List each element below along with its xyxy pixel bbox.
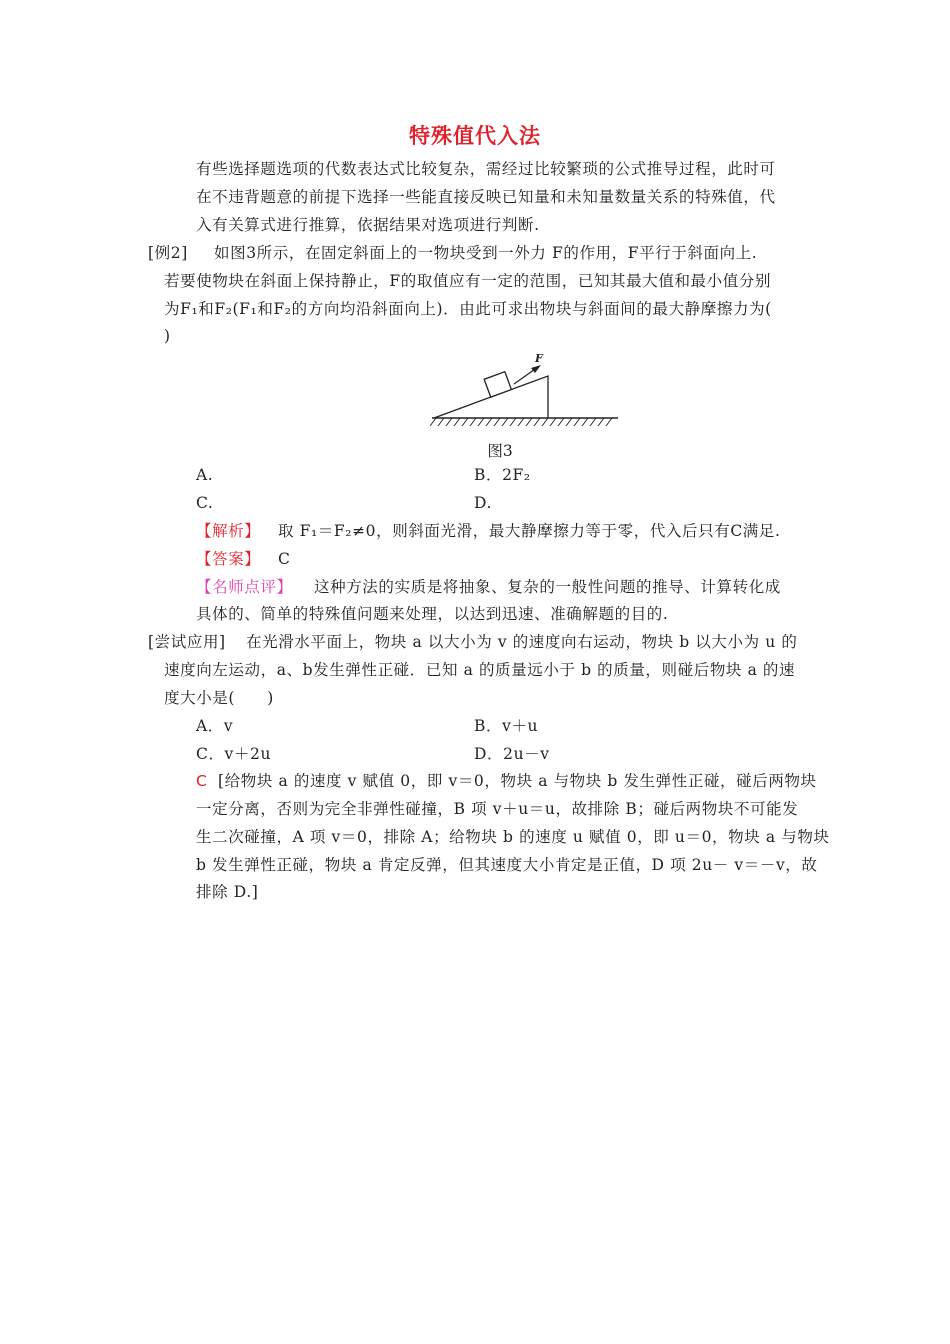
answer-text: C bbox=[278, 550, 291, 568]
ground-hatching bbox=[430, 418, 612, 426]
practice-tag: [尝试应用] bbox=[148, 633, 226, 651]
example-option-d: D. bbox=[474, 494, 493, 512]
intro-line-3: 入有关算式进行推算，依据结果对选项进行判断. bbox=[196, 216, 540, 234]
example-option-c: C. bbox=[196, 494, 214, 512]
practice-option-c: C．v＋2u bbox=[196, 745, 272, 763]
block bbox=[484, 372, 511, 397]
solution-line-4: b 发生弹性正碰，物块 a 肯定反弹，但其速度大小肯定是正值，D 项 2u－ v＝－v，故 bbox=[196, 856, 818, 874]
incline-figure bbox=[430, 350, 620, 430]
example-line-3: 为F₁和F₂(F₁和F₂的方向均沿斜面向上)．由此可求出物块与斜面间的最大静摩擦力为( bbox=[164, 300, 772, 318]
intro-line-2: 在不违背题意的前提下选择一些能直接反映已知量和未知量数量关系的特殊值，代 bbox=[196, 188, 776, 206]
example-tag: [例2] bbox=[148, 244, 188, 262]
analysis-text: 取 F₁＝F₂≠0，则斜面光滑，最大静摩擦力等于零，代入后只有C满足. bbox=[278, 522, 781, 540]
solution-letter: C bbox=[196, 772, 208, 790]
page-title: 特殊值代入法 bbox=[409, 124, 541, 148]
solution-line-2: 一定分离，否则为完全非弹性碰撞，B 项 v＋u＝u，故排除 B；碰后两物块不可能发 bbox=[196, 800, 799, 818]
solution-line-1: [给物块 a 的速度 v 赋值 0，即 v＝0，物块 a 与物块 b 发生弹性正碰，碰后两物块 bbox=[218, 772, 817, 790]
example-line-1: 如图3所示，在固定斜面上的一物块受到一外力 F的作用，F平行于斜面向上. bbox=[214, 244, 758, 262]
example-option-a: A. bbox=[196, 466, 214, 484]
force-arrow-head bbox=[531, 365, 541, 373]
example-option-b: B．2F₂ bbox=[474, 466, 531, 484]
practice-line-2: 速度向左运动，a、b发生弹性正碰．已知 a 的质量远小于 b 的质量，则碰后物块 a 的速 bbox=[164, 661, 796, 679]
comment-tag: 【名师点评】 bbox=[196, 578, 293, 596]
comment-line-2: 具体的、简单的特殊值问题来处理，以达到迅速、准确解题的目的. bbox=[196, 605, 669, 623]
solution-line-3: 生二次碰撞，A 项 v＝0，排除 A；给物块 b 的速度 u 赋值 0，即 u＝0，物块 a 与物块 bbox=[196, 828, 830, 846]
example-line-2: 若要使物块在斜面上保持静止，F的取值应有一定的范围，已知其最大值和最小值分别 bbox=[164, 272, 772, 290]
comment-line-1: 这种方法的实质是将抽象、复杂的一般性问题的推导、计算转化成 bbox=[314, 578, 781, 596]
intro-line-1: 有些选择题选项的代数表达式比较复杂，需经过比较繁琐的公式推导过程，此时可 bbox=[196, 160, 776, 178]
answer-tag: 【答案】 bbox=[196, 550, 261, 568]
practice-line-3: 度大小是( ) bbox=[164, 689, 274, 707]
solution-line-5: 排除 D.] bbox=[196, 883, 259, 901]
practice-option-d: D．2u－v bbox=[474, 745, 550, 763]
analysis-tag: 【解析】 bbox=[196, 522, 261, 540]
force-label: F bbox=[535, 352, 543, 365]
practice-option-a: A．v bbox=[196, 717, 234, 735]
practice-option-b: B．v＋u bbox=[474, 717, 539, 735]
practice-line-1: 在光滑水平面上，物块 a 以大小为 v 的速度向右运动，物块 b 以大小为 u 的 bbox=[246, 633, 798, 651]
figure-caption: 图3 bbox=[487, 442, 513, 460]
example-line-4: ) bbox=[164, 327, 171, 345]
